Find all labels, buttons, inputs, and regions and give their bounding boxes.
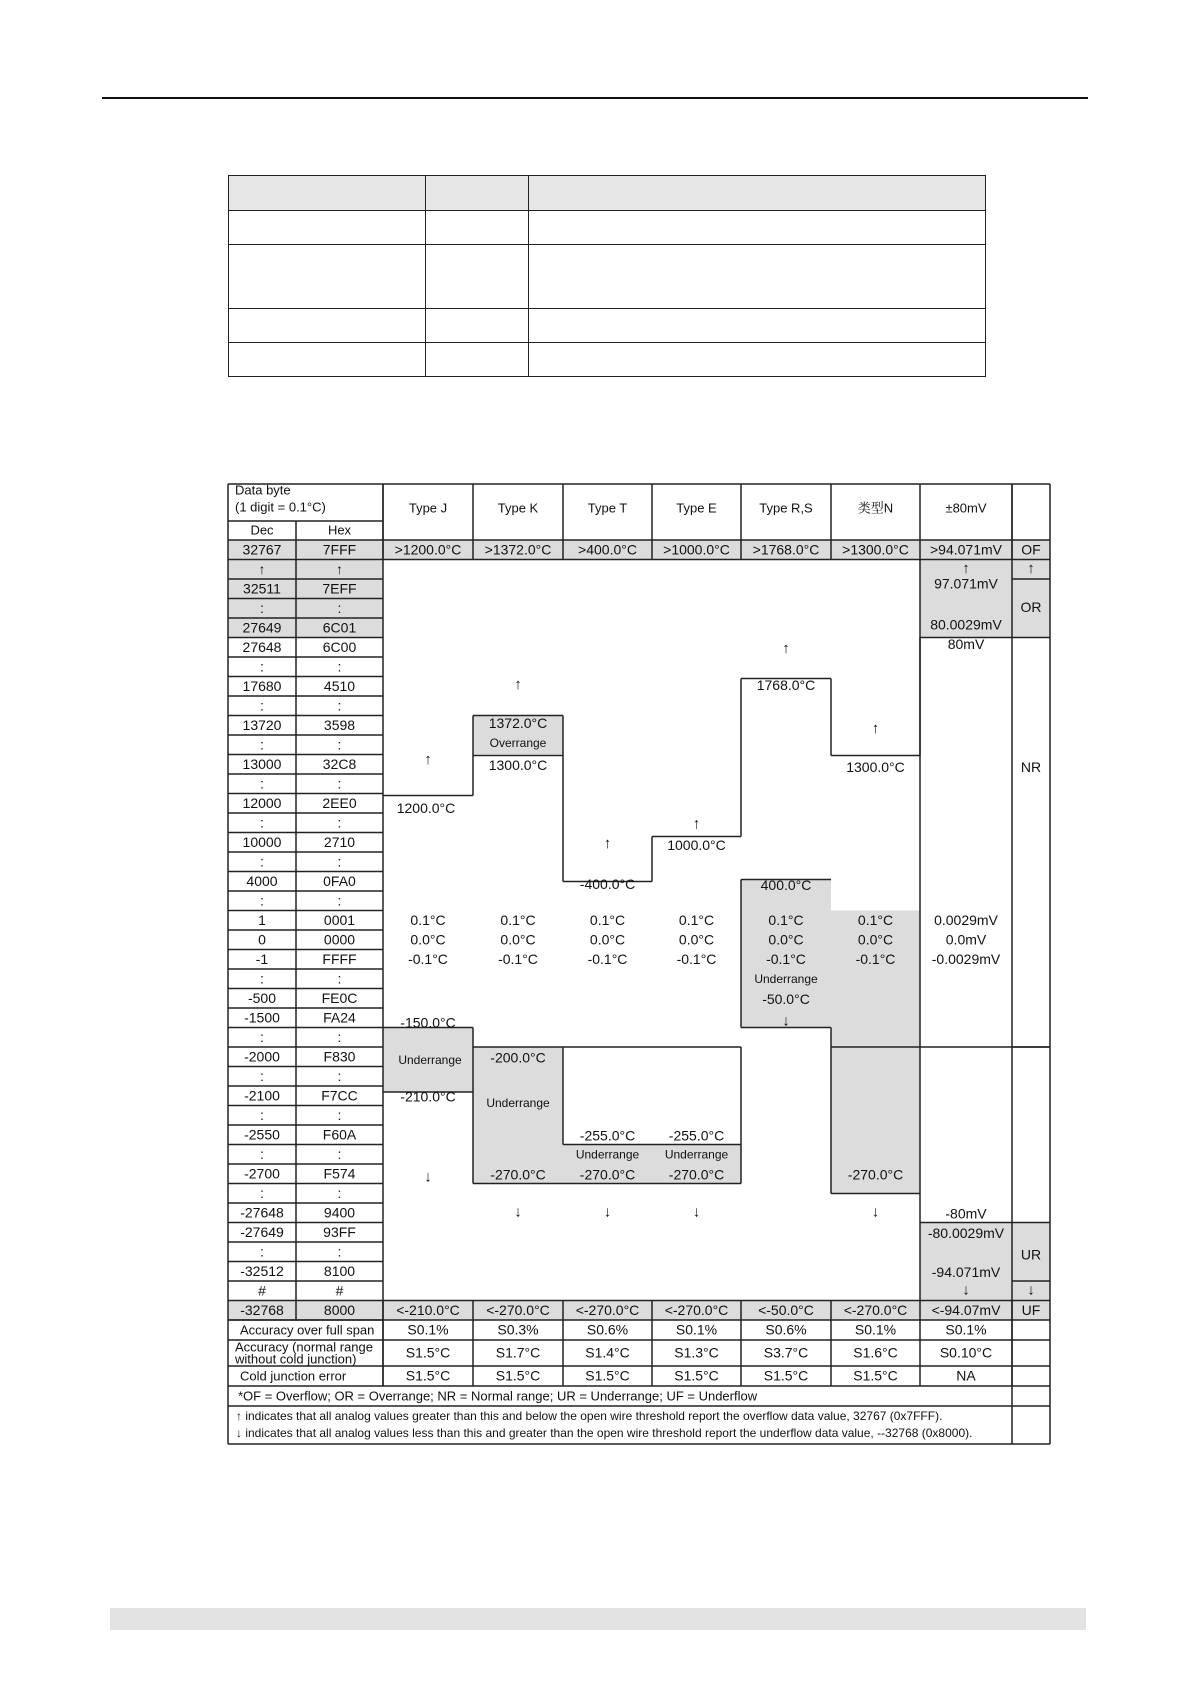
underflow-value: <-210.0°C bbox=[396, 1301, 460, 1318]
k-underrange: Underrange bbox=[486, 1095, 550, 1110]
accuracy-value: S0.3% bbox=[497, 1321, 539, 1338]
value-zero: 0.0°C bbox=[589, 931, 626, 948]
accuracy-value: S1.5°C bbox=[585, 1367, 630, 1384]
header-hex: Hex bbox=[327, 522, 352, 538]
overflow-value: >1000.0°C bbox=[663, 541, 730, 558]
k-overrange-label: Overrange bbox=[489, 735, 547, 750]
down-arrow: ↓ bbox=[1027, 1281, 1035, 1299]
k-nr: 1300.0°C bbox=[488, 756, 548, 773]
row-dec: 32511 bbox=[243, 580, 281, 597]
mv-or-hi: 97.071mV bbox=[934, 575, 998, 592]
row-dec: -2000 bbox=[244, 1048, 280, 1065]
accuracy-value: S3.7°C bbox=[763, 1344, 809, 1361]
overflow-value: >1768.0°C bbox=[752, 541, 820, 558]
value-pos1: 0.1°C bbox=[857, 911, 894, 928]
row-dec: 13720 bbox=[242, 716, 282, 733]
row-hex: : bbox=[337, 658, 342, 675]
row-dec: 13000 bbox=[242, 755, 282, 772]
down-arrow: ↓ bbox=[962, 1281, 970, 1299]
mv-nr-lo: -80mV bbox=[945, 1205, 987, 1222]
rs-or-bot: 400.0°C bbox=[760, 876, 812, 893]
row-hex: F574 bbox=[323, 1165, 356, 1182]
row-dec: ↑ bbox=[258, 560, 266, 577]
j-up-arrow: ↑ bbox=[424, 751, 432, 769]
type-k-underrange-shade bbox=[473, 1047, 563, 1184]
value-zero: 0.0mV bbox=[945, 931, 987, 948]
overflow-value: >400.0°C bbox=[578, 541, 637, 558]
rs-top: 1768.0°C bbox=[756, 676, 816, 693]
row-hex: : bbox=[337, 1028, 342, 1045]
row-hex: 0000 bbox=[323, 931, 356, 948]
rs-ur: -50.0°C bbox=[762, 990, 810, 1007]
row-dec: -27648 bbox=[240, 1204, 284, 1221]
data-byte-shade bbox=[228, 599, 383, 619]
accuracy-value: S1.5°C bbox=[763, 1367, 809, 1384]
row-dec: 12000 bbox=[242, 794, 282, 811]
rs-down-arrow: ↓ bbox=[782, 1012, 790, 1030]
e-top: 1000.0°C bbox=[667, 836, 726, 853]
j-ur: -210.0°C bbox=[400, 1088, 456, 1105]
j-down-arrow: ↓ bbox=[424, 1168, 432, 1186]
underflow-value: <-270.0°C bbox=[575, 1301, 640, 1318]
row-hex: 2EE0 bbox=[322, 794, 357, 811]
row-hex: F7CC bbox=[321, 1087, 358, 1104]
row-dec: -2100 bbox=[244, 1087, 280, 1104]
row-hex: : bbox=[337, 775, 342, 792]
row-hex: : bbox=[337, 853, 342, 870]
range-or: OR bbox=[1020, 598, 1042, 615]
accuracy-label: Accuracy over full span bbox=[240, 1322, 375, 1338]
header-type-6: ±80mV bbox=[945, 500, 987, 516]
header-data-byte: Data byte bbox=[235, 482, 291, 498]
header-type-4: Type R,S bbox=[759, 500, 813, 516]
accuracy-value: S1.3°C bbox=[674, 1344, 719, 1361]
note-up: ↑ indicates that all analog values greater than this and below the open wire threshold report the overflow data value, 32767 (0x7FFF). bbox=[236, 1409, 943, 1424]
underflow-value: <-50.0°C bbox=[758, 1301, 814, 1318]
underflow-value: UF bbox=[1021, 1301, 1041, 1318]
row-dec: : bbox=[260, 775, 264, 792]
header-type-5: 类型N bbox=[857, 500, 894, 516]
t-underrange: Underrange bbox=[575, 1147, 640, 1162]
value-neg1: -0.1°C bbox=[676, 950, 717, 967]
row-hex: 6C01 bbox=[322, 619, 357, 636]
value-zero: 0.0°C bbox=[857, 931, 894, 948]
rs-underrange: Underrange bbox=[754, 971, 818, 986]
n-ur: -270.0°C bbox=[847, 1166, 904, 1183]
header-type-1: Type K bbox=[497, 500, 539, 516]
row-hex: 7FFF bbox=[322, 541, 357, 558]
note-down: ↓ indicates that all analog values less than this and greater than the open wire threshold report the underflow data value, --32768 (0x8000). bbox=[236, 1426, 973, 1441]
overflow-value: OF bbox=[1021, 541, 1041, 558]
mv-ur-lo: -94.071mV bbox=[931, 1263, 1001, 1280]
row-hex: : bbox=[337, 1106, 342, 1123]
row-dec: : bbox=[260, 1067, 264, 1084]
row-hex: 8100 bbox=[323, 1262, 356, 1279]
accuracy-value: S0.6% bbox=[765, 1321, 807, 1338]
row-dec: -2700 bbox=[244, 1165, 280, 1182]
value-pos1: 0.1°C bbox=[500, 911, 536, 928]
t-top: -400.0°C bbox=[579, 875, 636, 892]
row-dec: -500 bbox=[247, 989, 277, 1006]
accuracy-value: S1.5°C bbox=[674, 1367, 719, 1384]
e-down-arrow: ↓ bbox=[692, 1203, 701, 1221]
t-down-arrow: ↓ bbox=[603, 1203, 612, 1221]
row-dec: 27649 bbox=[242, 619, 282, 636]
e-ur-bot: -270.0°C bbox=[668, 1166, 725, 1183]
row-hex: 9400 bbox=[323, 1204, 356, 1221]
row-hex: : bbox=[337, 970, 342, 987]
row-dec: : bbox=[260, 697, 264, 714]
header-type-2: Type T bbox=[587, 500, 628, 516]
row-dec: 27648 bbox=[242, 638, 282, 655]
row-hex: F830 bbox=[323, 1048, 356, 1065]
accuracy-value: S0.10°C bbox=[939, 1344, 993, 1361]
row-dec: # bbox=[258, 1282, 266, 1299]
row-dec: : bbox=[260, 1028, 264, 1045]
accuracy-label-2: without cold junction) bbox=[235, 1351, 357, 1367]
row-dec: : bbox=[260, 1243, 264, 1260]
row-hex: 4510 bbox=[323, 677, 356, 694]
range-ur: UR bbox=[1020, 1246, 1042, 1263]
value-pos1: 0.1°C bbox=[410, 911, 446, 928]
row-dec: : bbox=[260, 814, 264, 831]
row-dec: : bbox=[260, 1184, 264, 1201]
overflow-value: >1200.0°C bbox=[394, 541, 462, 558]
t-ur-bot: -270.0°C bbox=[579, 1166, 636, 1183]
row-hex: : bbox=[337, 1145, 342, 1162]
n-down-arrow: ↓ bbox=[871, 1203, 880, 1221]
k-down-arrow: ↓ bbox=[514, 1203, 522, 1221]
value-zero: 0.0°C bbox=[678, 931, 715, 948]
row-hex: FE0C bbox=[321, 989, 358, 1006]
accuracy-value: S0.1% bbox=[675, 1321, 718, 1338]
row-hex: : bbox=[337, 1067, 342, 1084]
j-low: -150.0°C bbox=[400, 1014, 456, 1031]
underflow-value: <-270.0°C bbox=[843, 1301, 908, 1318]
row-hex: 7EFF bbox=[322, 580, 357, 597]
accuracy-value: NA bbox=[956, 1367, 976, 1384]
row-hex: : bbox=[337, 599, 342, 616]
underflow-value: <-270.0°C bbox=[664, 1301, 729, 1318]
row-hex: 2710 bbox=[323, 833, 356, 850]
data-byte-shade bbox=[228, 560, 383, 580]
accuracy-value: S1.5°C bbox=[495, 1367, 541, 1384]
value-pos1: 0.0029mV bbox=[934, 911, 998, 928]
row-hex: 93FF bbox=[323, 1223, 356, 1240]
row-dec: -1 bbox=[255, 950, 269, 967]
accuracy-value: S0.1% bbox=[854, 1321, 897, 1338]
rs-up-arrow: ↑ bbox=[782, 640, 790, 658]
n-top: 1300.0°C bbox=[846, 758, 905, 775]
accuracy-value: S0.1% bbox=[945, 1321, 987, 1338]
row-dec: : bbox=[260, 599, 264, 616]
row-dec: -32768 bbox=[240, 1301, 284, 1318]
overflow-value: >1300.0°C bbox=[842, 541, 909, 558]
row-dec: 1 bbox=[258, 911, 266, 928]
note-abbrev: *OF = Overflow; OR = Overrange; NR = Normal range; UR = Underrange; UF = Underflow bbox=[238, 1388, 758, 1404]
row-dec: 17680 bbox=[242, 677, 282, 694]
row-hex: FFFF bbox=[322, 950, 357, 967]
row-hex: 32C8 bbox=[322, 755, 357, 772]
row-hex: 3598 bbox=[323, 716, 356, 733]
n-up-arrow: ↑ bbox=[871, 720, 880, 738]
mv-nr-hi: 80mV bbox=[947, 635, 985, 652]
row-hex: ↑ bbox=[336, 560, 343, 577]
row-dec: -27649 bbox=[240, 1223, 284, 1240]
row-dec: : bbox=[260, 892, 264, 909]
overflow-value: >94.071mV bbox=[930, 541, 1002, 558]
e-up-arrow: ↑ bbox=[692, 815, 701, 833]
row-hex: F60A bbox=[322, 1126, 357, 1143]
value-neg1: -0.0029mV bbox=[931, 950, 1001, 967]
accuracy-value: S1.7°C bbox=[495, 1344, 541, 1361]
row-hex: 8000 bbox=[323, 1301, 356, 1318]
t-ur-top: -255.0°C bbox=[579, 1127, 636, 1144]
row-hex: : bbox=[337, 1184, 342, 1201]
row-dec: : bbox=[260, 736, 264, 753]
header-dec: Dec bbox=[250, 522, 274, 538]
underflow-value: <-270.0°C bbox=[486, 1301, 550, 1318]
value-neg1: -0.1°C bbox=[498, 950, 538, 967]
up-arrow: ↑ bbox=[962, 560, 970, 578]
value-neg1: -0.1°C bbox=[408, 950, 448, 967]
row-dec: -32512 bbox=[240, 1262, 284, 1279]
row-hex: # bbox=[335, 1282, 344, 1299]
accuracy-value: S0.6% bbox=[586, 1321, 629, 1338]
row-hex: : bbox=[337, 892, 342, 909]
row-hex: : bbox=[337, 697, 342, 714]
accuracy-value: S1.6°C bbox=[853, 1344, 898, 1361]
value-neg1: -0.1°C bbox=[766, 950, 806, 967]
row-hex: : bbox=[337, 1243, 342, 1260]
accuracy-value: S1.5°C bbox=[853, 1367, 898, 1384]
row-dec: 10000 bbox=[242, 833, 282, 850]
mv-ur-hi: -80.0029mV bbox=[927, 1224, 1005, 1241]
k-ur-top: -200.0°C bbox=[490, 1049, 546, 1066]
mv-or-lo: 80.0029mV bbox=[930, 616, 1002, 633]
value-zero: 0.0°C bbox=[500, 931, 536, 948]
value-neg1: -0.1°C bbox=[855, 950, 896, 967]
k-overrange-value: 1372.0°C bbox=[488, 714, 548, 731]
value-pos1: 0.1°C bbox=[678, 911, 715, 928]
row-dec: : bbox=[260, 658, 264, 675]
row-dec: : bbox=[260, 970, 264, 987]
row-hex: : bbox=[337, 814, 342, 831]
row-dec: 4000 bbox=[246, 872, 278, 889]
accuracy-value: S1.4°C bbox=[585, 1344, 630, 1361]
t-up-arrow: ↑ bbox=[603, 835, 612, 853]
row-dec: -2550 bbox=[244, 1126, 280, 1143]
value-pos1: 0.1°C bbox=[589, 911, 626, 928]
range-nr: NR bbox=[1020, 758, 1042, 775]
row-dec: 0 bbox=[258, 931, 266, 948]
header-digit: (1 digit = 0.1°C) bbox=[235, 499, 326, 515]
row-dec: : bbox=[260, 1106, 264, 1123]
k-up-arrow: ↑ bbox=[514, 676, 522, 694]
accuracy-label-1: Accuracy (normal range bbox=[235, 1339, 373, 1355]
e-underrange: Underrange bbox=[664, 1147, 729, 1162]
row-dec: -1500 bbox=[244, 1009, 280, 1026]
row-hex: FA24 bbox=[323, 1009, 356, 1026]
row-dec: : bbox=[260, 1145, 264, 1162]
value-zero: 0.0°C bbox=[768, 931, 804, 948]
value-pos1: 0.1°C bbox=[768, 911, 804, 928]
value-neg1: -0.1°C bbox=[587, 950, 628, 967]
row-hex: 0FA0 bbox=[323, 872, 356, 889]
accuracy-value: S1.5°C bbox=[405, 1367, 451, 1384]
j-top: 1200.0°C bbox=[396, 799, 456, 816]
underflow-value: <-94.07mV bbox=[931, 1301, 1001, 1318]
e-ur-top: -255.0°C bbox=[668, 1127, 725, 1144]
row-dec: : bbox=[260, 853, 264, 870]
value-zero: 0.0°C bbox=[410, 931, 446, 948]
row-hex: 6C00 bbox=[322, 638, 357, 655]
header-type-3: Type E bbox=[676, 500, 717, 516]
k-ur-bot: -270.0°C bbox=[490, 1166, 546, 1183]
j-underrange: Underrange bbox=[398, 1052, 462, 1067]
row-hex: : bbox=[337, 736, 342, 753]
up-arrow: ↑ bbox=[1027, 560, 1035, 578]
accuracy-label: Cold junction error bbox=[240, 1368, 347, 1384]
row-hex: 0001 bbox=[323, 911, 356, 928]
accuracy-value: S0.1% bbox=[407, 1321, 449, 1338]
overflow-value: >1372.0°C bbox=[484, 541, 552, 558]
footer-bar bbox=[110, 1608, 1086, 1630]
row-dec: 32767 bbox=[242, 541, 282, 558]
accuracy-value: S1.5°C bbox=[405, 1344, 451, 1361]
header-type-0: Type J bbox=[408, 500, 448, 516]
